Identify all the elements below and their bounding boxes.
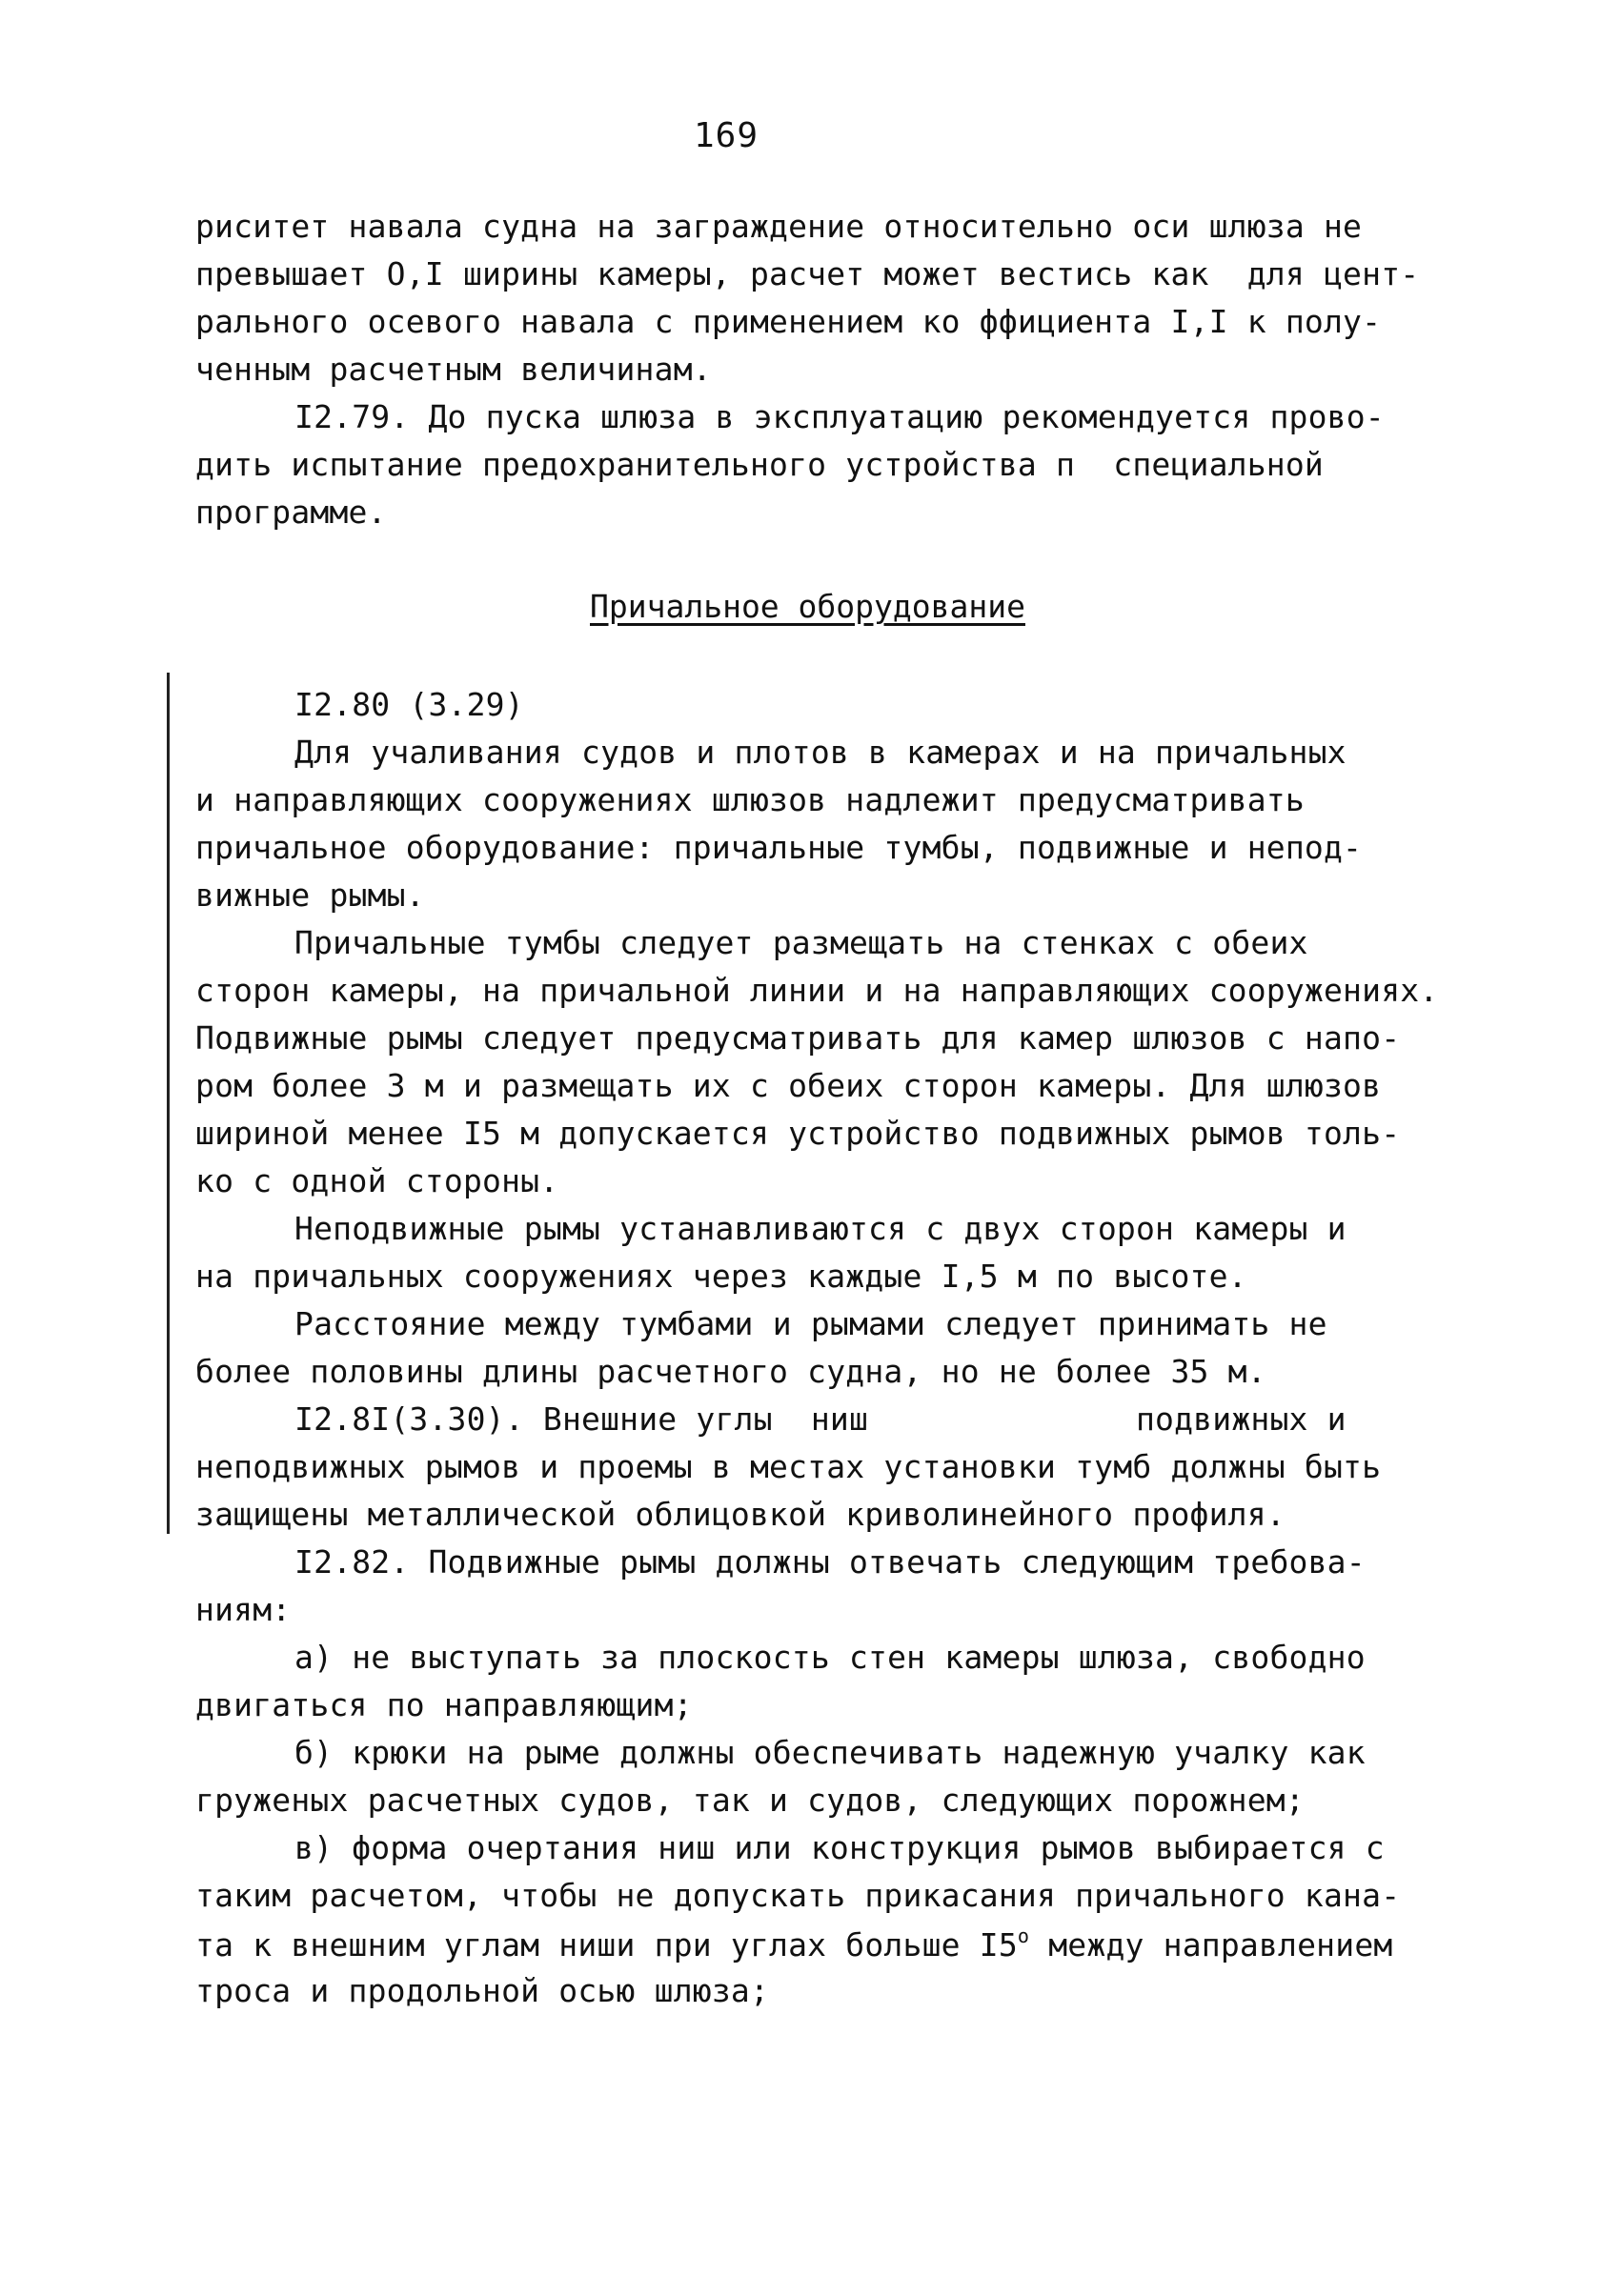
degree-superscript: о (1017, 1924, 1030, 1947)
text-fragment: та к внешним углам ниши при углах больше I5 (195, 1926, 1018, 1964)
text-line: защищены металлической облицовкой криволинейного профиля. (195, 1496, 1286, 1533)
text-line: ченным расчетным величинам. (195, 351, 712, 388)
text-line: шириной менее I5 м допускается устройство подвижных рымов толь- (195, 1115, 1401, 1152)
section-heading: Причальное оборудование (590, 588, 1025, 625)
text-line: Подвижные рымы следует предусматривать для камер шлюзов с напо- (195, 1019, 1401, 1057)
list-item-text: б) крюки на рыме должны обеспечивать надежную учалку как (294, 1734, 1366, 1771)
text-line: Для учаливания судов и плотов в камерах и на причальных (294, 734, 1347, 771)
text-line: риситет навала судна на заграждение относительно оси шлюза не (195, 208, 1363, 245)
text-fragment: между направлением (1029, 1926, 1393, 1964)
list-item-text: таким расчетом, чтобы не допускать прикасания причального кана- (195, 1877, 1401, 1914)
text-line: Неподвижные рымы устанавливаются с двух сторон камеры и (294, 1210, 1347, 1247)
margin-revision-bar (167, 673, 170, 1534)
page-number: 169 (694, 116, 759, 155)
text-line: Расстояние между тумбами и рымами следует принимать не (294, 1305, 1327, 1342)
text-line: и направляющих сооружениях шлюзов надлежит предусматривать (195, 781, 1305, 818)
list-item-text: троса и продольной осью шлюза; (195, 1972, 770, 2009)
text-line: I2.8I(3.30). Внешние углы ниш подвижных и (294, 1400, 1347, 1438)
text-line: I2.79. До пуска шлюза в эксплуатацию рекомендуется прово- (294, 398, 1385, 435)
list-item-text: в) форма очертания ниш или конструкция рымов выбирается с (294, 1829, 1385, 1866)
text-line: вижные рымы. (195, 876, 425, 914)
list-item-text: груженых расчетных судов, так и судов, следующих порожнем; (195, 1782, 1305, 1819)
list-item-text: двигаться по направляющим; (195, 1686, 693, 1723)
text-line: более половины длины расчетного судна, но не более 35 м. (195, 1353, 1266, 1390)
text-line: рального осевого навала с применением ко ффициента I,I к полу- (195, 303, 1382, 340)
text-line: Причальные тумбы следует размещать на стенках с обеих (294, 924, 1308, 961)
clause-number: I2.80 (3.29) (294, 686, 524, 723)
text-line: ко с одной стороны. (195, 1162, 559, 1199)
text-line: программе. (195, 493, 387, 531)
text-line: I2.82. Подвижные рымы должны отвечать следующим требова- (294, 1543, 1366, 1581)
text-line: дить испытание предохранительного устройства п специальной (195, 446, 1324, 483)
list-item-text: а) не выступать за плоскость стен камеры шлюза, свободно (294, 1639, 1366, 1676)
text-line: неподвижных рымов и проемы в местах установки тумб должны быть (195, 1448, 1382, 1485)
text-line: причальное оборудование: причальные тумбы, подвижные и непод- (195, 829, 1363, 866)
text-line: ром более 3 м и размещать их с обеих сторон камеры. Для шлюзов (195, 1067, 1382, 1104)
list-item-text (195, 1924, 1392, 1964)
text-line: сторон камеры, на причальной линии и на направляющих сооружениях. (195, 972, 1439, 1009)
text-line: превышает О,I ширины камеры, расчет может вестись как для цент- (195, 255, 1420, 292)
text-line: на причальных сооружениях через каждые I,5 м по высоте. (195, 1258, 1247, 1295)
text-line: ниям: (195, 1591, 292, 1628)
